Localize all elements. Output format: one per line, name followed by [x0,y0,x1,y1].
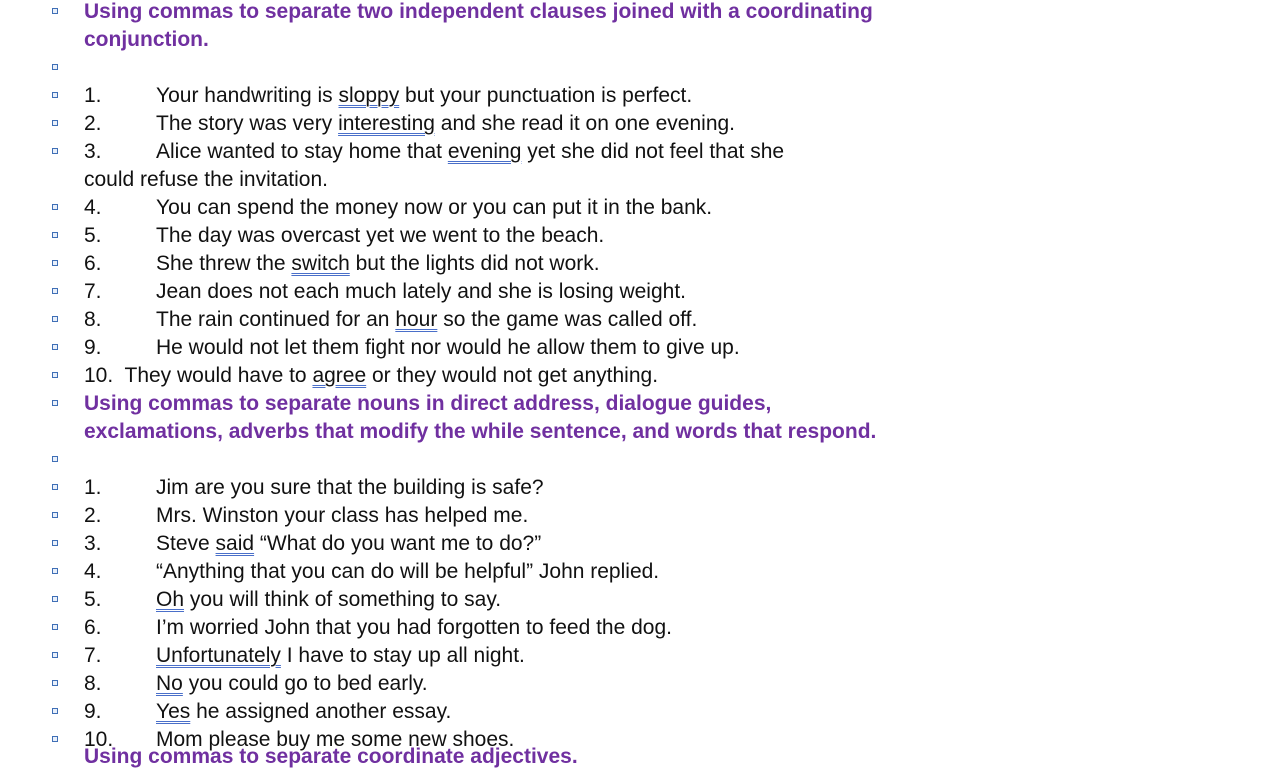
item-text: She threw the switch but the lights did not work. [156,252,600,275]
item-text: You can spend the money now or you can put it in the bank. [156,196,713,219]
item-text: Yes he assigned another essay. [156,700,452,723]
bullet-icon [52,204,58,210]
flagged-word[interactable]: Oh [156,588,185,611]
bullet-icon [52,736,58,742]
item-text: I’m worried John that you had forgotten to feed the dog. [156,616,672,639]
bullet-icon [52,456,58,462]
list-item [0,250,1278,278]
list-item [0,698,1278,726]
list-item [0,614,1278,642]
item-text: Oh you will think of something to say. [156,588,502,611]
item-number: 5. [84,588,102,611]
flagged-word[interactable]: said [215,532,255,555]
section1-heading-row [0,0,1278,26]
bullet-icon [52,64,58,70]
section1-heading-cont: conjunction. [84,28,209,51]
item-number: 8. [84,672,102,695]
bullet-icon [52,8,58,14]
bullet-icon [52,680,58,686]
flagged-word[interactable]: Yes [156,700,191,723]
list-item [0,502,1278,530]
item-number: 2. [84,112,102,135]
bullet-icon [52,540,58,546]
item-text: No you could go to bed early. [156,672,428,695]
item-text: The rain continued for an hour so the game was called off. [156,308,698,331]
item-text: Jim are you sure that the building is safe? [156,476,544,499]
item-number: 5. [84,224,102,247]
empty-row [0,54,1278,82]
list-item [0,138,1278,166]
bullet-icon [52,596,58,602]
item-text: 10. They would have to agree or they would not get anything. [84,364,659,387]
list-item [0,474,1278,502]
bullet-icon [52,568,58,574]
list-item [0,306,1278,334]
bullet-icon [52,316,58,322]
flagged-word[interactable]: hour [395,308,438,331]
item-number: 3. [84,532,102,555]
list-item [0,278,1278,306]
item-number: 2. [84,504,102,527]
list-item [0,82,1278,110]
item-number: 9. [84,336,102,359]
list-item [0,334,1278,362]
item-number: 10. [84,728,114,751]
item-number: 6. [84,616,102,639]
section1-heading: Using commas to separate two independent clauses joined with a coordinating [84,0,873,23]
item-text: Alice wanted to stay home that evening yet she did not feel that she [156,140,785,163]
list-item [0,362,1278,390]
list-item [0,530,1278,558]
section2-heading-row [0,390,1278,418]
bullet-icon [52,120,58,126]
bullet-icon [52,484,58,490]
item-text: “Anything that you can do will be helpful” John replied. [156,560,660,583]
flagged-word[interactable]: interesting [338,112,435,135]
bullet-icon [52,400,58,406]
item-text: Steve said “What do you want me to do?” [156,532,542,555]
flagged-word[interactable]: No [156,672,183,695]
bullet-icon [52,344,58,350]
bullet-icon [52,624,58,630]
item-number: 6. [84,252,102,275]
flagged-word[interactable]: sloppy [338,84,400,107]
list-item [0,110,1278,138]
bullet-icon [52,708,58,714]
list-item [0,586,1278,614]
item-number: 1. [84,476,102,499]
empty-row [0,446,1278,474]
item-text: The story was very interesting and she read it on one evening. [156,112,736,135]
section2-heading-cont: exclamations, adverbs that modify the while sentence, and words that respond. [84,420,877,443]
flagged-word[interactable]: switch [291,252,350,275]
bullet-icon [52,260,58,266]
item-text: The day was overcast yet we went to the beach. [156,224,605,247]
item-number: 7. [84,280,102,303]
item-number: 9. [84,700,102,723]
section2-heading-cont-row [0,418,1278,446]
flagged-word[interactable]: evening [447,140,522,163]
item-number: 4. [84,560,102,583]
item-text: He would not let them fight nor would he allow them to give up. [156,336,740,359]
flagged-word[interactable]: agree [312,364,367,387]
item-number: 4. [84,196,102,219]
bullet-icon [52,512,58,518]
item-number: 1. [84,84,102,107]
section1-heading-cont-row [0,26,1278,54]
flagged-word[interactable]: Unfortunately [156,644,281,667]
item-text: Mom please buy me some new shoes. [156,728,515,751]
item-text: Mrs. Winston your class has helped me. [156,504,529,527]
list-item [0,642,1278,670]
item-text: Your handwriting is sloppy but your punctuation is perfect. [156,84,693,107]
bullet-icon [52,92,58,98]
item-number: 7. [84,644,102,667]
bullet-icon [52,232,58,238]
list-item-continuation [0,166,1278,194]
bullet-icon [52,288,58,294]
item-number: 10. [84,364,114,387]
section3-heading-partial: Using commas to separate coordinate adjectives. [84,745,578,768]
list-item [0,194,1278,222]
bullet-icon [52,372,58,378]
list-item [0,558,1278,586]
item-text-cont: could refuse the invitation. [84,168,328,191]
list-item [0,222,1278,250]
bullet-icon [52,148,58,154]
list-item [0,670,1278,698]
item-text: Unfortunately I have to stay up all night. [156,644,525,667]
bullet-icon [52,652,58,658]
item-number: 3. [84,140,102,163]
item-number: 8. [84,308,102,331]
section2-heading: Using commas to separate nouns in direct address, dialogue guides, [84,392,772,415]
item-text: Jean does not each much lately and she is losing weight. [156,280,686,303]
